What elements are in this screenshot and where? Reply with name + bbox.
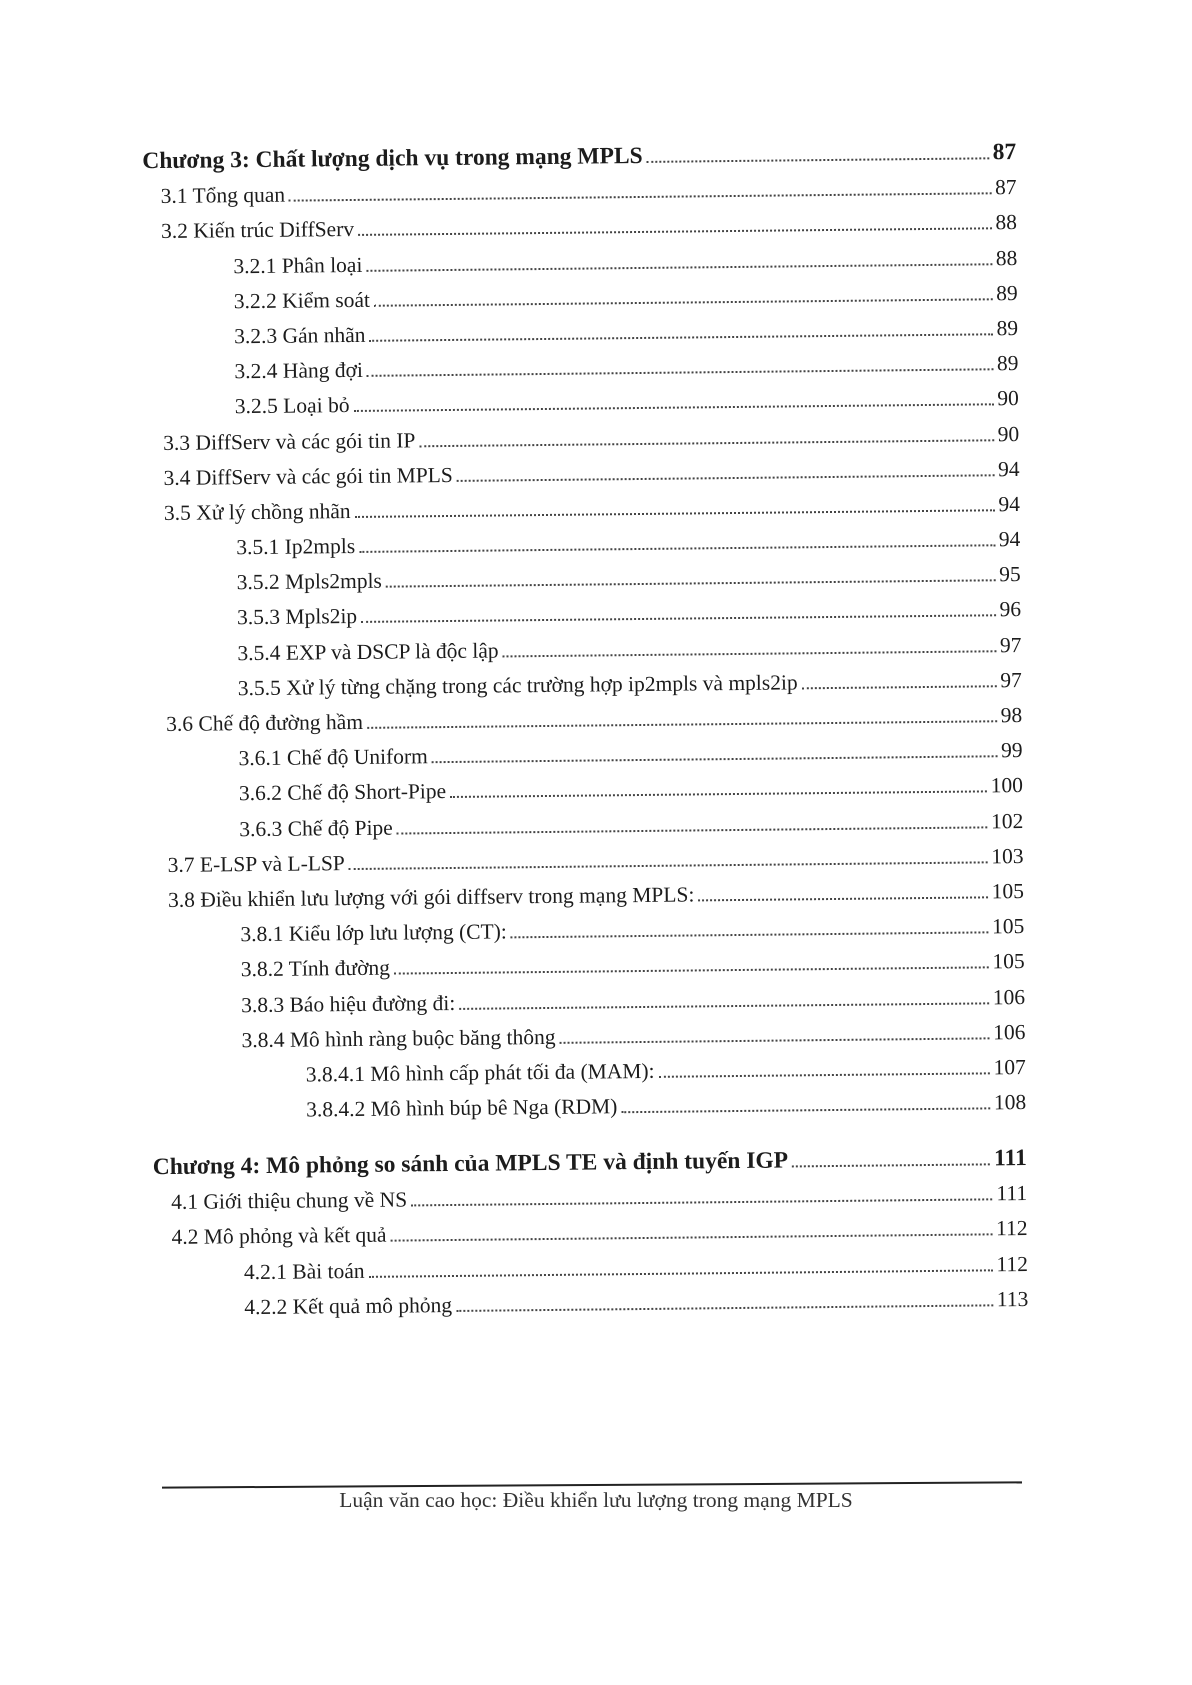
dot-leader [802,685,997,689]
dot-leader [370,333,993,342]
dot-leader [459,1002,989,1010]
toc-entry-title: 4.2 Mô phỏng và kết quả [171,1223,387,1250]
dot-leader [355,509,995,518]
dot-leader [374,298,992,306]
toc-entry-title: 3.8.1 Kiểu lớp lưu lượng (CT): [240,919,507,947]
toc-entry-page: 90 [997,421,1020,446]
toc-entry-title: 4.2.1 Bài toán [243,1258,365,1284]
toc-entry-page: 111 [993,1145,1027,1172]
toc-entry-page: 89 [996,280,1018,306]
dot-leader [450,791,987,799]
toc-entry-title: 3.2.3 Gán nhãn [233,322,366,349]
toc-entry-page: 97 [999,632,1022,657]
toc-entry-title: 3.2.4 Hàng đợi [234,358,364,384]
toc-entry-page: 87 [994,175,1017,200]
toc-entry-page: 107 [993,1054,1026,1080]
dot-leader [349,861,988,870]
dot-leader [560,1037,990,1043]
toc-entry-page: 88 [995,210,1018,235]
toc-entry-title: 3.5.5 Xử lý từng chặng trong các trường hợp ip2mpls và mpls2ip [237,670,798,701]
dot-leader [386,580,995,588]
toc-entry-page: 96 [999,597,1022,622]
toc-entry-title: 3.6.2 Chế độ Short-Pipe [238,779,447,806]
toc-entry-title: 3.2 Kiến trúc DiffServ [160,217,355,244]
toc-entry-title: 3.8.3 Báo hiệu đường đi: [240,990,456,1017]
toc-entry-page: 105 [992,949,1025,974]
toc-entry-title: 3.8.4.2 Mô hình búp bê Nga (RDM) [306,1094,618,1122]
toc-entry-page: 105 [991,914,1025,939]
dot-leader [432,755,997,763]
toc-entry-title: 3.8.4.1 Mô hình cấp phát tối đa (MAM): [305,1058,655,1087]
toc-entry-title: 3.8 Điều khiển lưu lượng với gói diffserv trong mạng MPLS: [167,882,695,912]
toc-entry-title: 3.6 Chế độ đường hầm [166,709,364,736]
dot-leader [621,1107,990,1113]
toc-entry-title: 3.6.1 Chế độ Uniform [238,744,428,771]
toc-entry-page: 87 [992,139,1017,166]
toc-entry-page: 105 [991,878,1025,904]
toc-entry-title: 3.3 DiffServ và các gói tin IP [163,427,416,455]
dot-leader [354,404,994,413]
toc-entry-title: 3.6.3 Chế độ Pipe [239,815,393,841]
toc-entry-title: 3.4 DiffServ và các gói tin MPLS [163,462,453,490]
dot-leader [456,1304,993,1312]
dot-leader [647,157,989,163]
toc-entry-page: 113 [996,1286,1029,1312]
toc-entry-page: 94 [998,527,1021,552]
dot-leader [503,650,996,657]
dot-leader [369,1269,993,1278]
toc-entry-page: 89 [996,351,1019,376]
toc-entry-title: 3.8.2 Tính đường [240,955,391,982]
toc-entry-title: 3.5.3 Mpls2ip [236,604,358,630]
dot-leader [361,615,995,624]
toc-entry-title: 3.5.4 EXP và DSCP là độc lập [237,638,499,665]
toc-entry-page: 111 [996,1181,1028,1206]
dot-leader [391,1234,993,1242]
toc-entry-page: 88 [995,245,1018,270]
dot-leader [359,544,995,553]
dot-leader [698,896,987,901]
toc-entry-page: 102 [990,808,1024,833]
toc-entry-page: 100 [990,773,1023,798]
toc-entry-page: 97 [1000,667,1022,693]
dot-leader [511,931,988,938]
toc-entry-title: Chương 4: Mô phỏng so sánh của MPLS TE và định tuyến IGP [152,1147,789,1181]
toc-entry-title: 3.2.5 Loại bỏ [234,393,350,419]
toc-entry-page: 103 [991,843,1024,869]
dot-leader [659,1072,990,1077]
toc-entry-page: 90 [997,386,1019,411]
toc-entry-title: 3.1 Tổng quan [160,182,286,209]
toc-entry-page: 94 [997,456,1020,481]
toc-entry-page: 106 [993,1019,1026,1045]
dot-leader [397,826,987,834]
toc-entry-page: 112 [996,1251,1029,1276]
toc-entry-page: 98 [1000,703,1023,728]
dot-leader [419,439,993,447]
dot-leader [367,368,993,377]
toc-entry-title: 3.5 Xử lý chồng nhãn [163,498,351,525]
dot-leader [366,263,991,272]
toc-entry-title: 3.8.4 Mô hình ràng buộc băng thông [241,1024,556,1052]
toc-entry-page: 99 [1000,738,1023,763]
toc-entry-title: 3.5.1 Ip2mpls [236,534,356,560]
toc-entry-page: 95 [999,562,1021,587]
dot-leader [367,720,997,729]
toc-entry-page: 106 [992,984,1026,1009]
toc-entry-title: Chương 3: Chất lượng dịch vụ trong mạng MPLS [142,142,643,175]
dot-leader [792,1163,990,1167]
toc-entry-page: 108 [993,1090,1027,1115]
dot-leader [289,192,991,201]
toc-entry-title: 4.2.2 Kết quả mô phỏng [244,1292,453,1319]
footer-text: Luận văn cao học: Điều khiển lưu lượng trong mạng MPLS [339,1488,853,1512]
dot-leader [358,228,991,237]
table-of-contents [0,123,1192,1322]
dot-leader [457,474,994,482]
toc-entry-title: 3.2.1 Phân loại [233,252,363,278]
dot-leader [394,967,988,975]
toc-entry-page: 89 [996,315,1019,341]
toc-entry-title: 4.1 Giới thiệu chung về NS [171,1187,408,1215]
toc-entry-title: 3.2.2 Kiểm soát [233,287,371,313]
toc-entry-title: 3.7 E-LSP và L-LSP [167,850,345,877]
toc-entry-page: 112 [995,1216,1028,1241]
dot-leader [411,1199,992,1207]
toc-entry-page: 94 [998,491,1021,517]
toc-entry-title: 3.5.2 Mpls2mpls [236,568,382,595]
